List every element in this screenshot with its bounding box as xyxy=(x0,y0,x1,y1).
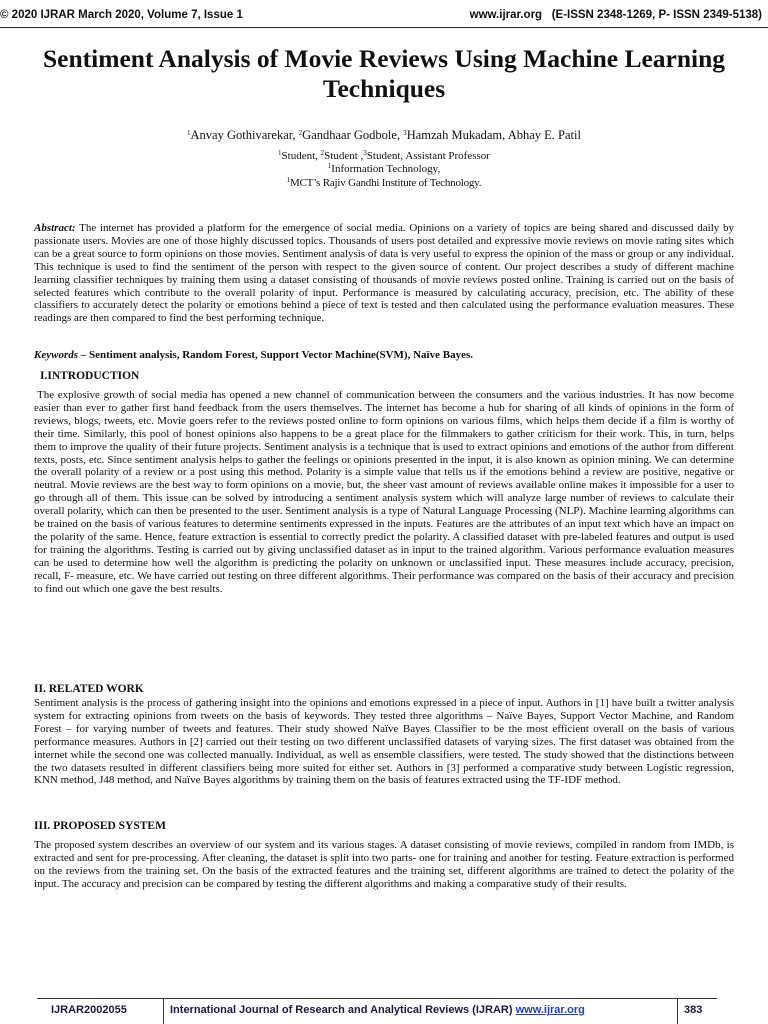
aff-sup-2: 2 xyxy=(320,149,325,157)
related-work-text: Sentiment analysis is the process of gathering insight into the opinions and emotions expressed in a piece of input. Authors in [1] have built a twitter analysis system for extracting opinions from tweets on the basis of keywords. They tested three algorithms – Naïve Bayes, Support Vector Machine, and Random Forest – for varying number of tweets and features. Their study showed Naïve Bayes Classifier to be the most efficient overall on the basis of various performance measures. Authors in [2] carried out their testing on two different unclassified datasets of varying sizes. The first dataset was obtained from the internet while the second one was collected manually. Individual, as well as ensemble classifiers, were tested. The study showed that the distinctions between the two datasets resulted in different classifiers being more suited for either set. Authors in [3] performed a comparative study between Logistic regression, KNN method, J48 method, and Naïve Bayes algorithms by training them on the basis of features extracted using the TF-IDF method. xyxy=(34,697,734,787)
affiliation-department xyxy=(0,163,768,176)
page-number: 383 xyxy=(684,1004,703,1016)
abstract-label: Abstract: xyxy=(34,222,76,234)
header-right xyxy=(470,9,762,21)
footer-journal xyxy=(170,1004,585,1016)
abstract xyxy=(34,222,734,325)
footer-separator xyxy=(163,998,164,1024)
aff-inst-text: MCT’s Rajiv Gandhi Institute of Technology. xyxy=(289,177,482,189)
header-divider xyxy=(0,27,768,28)
section-heading-proposed-system: III. PROPOSED SYSTEM xyxy=(34,820,166,832)
abstract-text: The internet has provided a platform for the emergence of social media. Opinions on a variety of topics are being shared and discussed daily by passionate users. Movies are one of those highly discussed topics. Thousands of users post detailed and expressive movie reviews on movie rating sites which can be a great source to form opinions on those movies. Sentiment analysis of data is very useful to express the opinion of the mass or group or any individual. This technique is used to find the sentiment of the person with respect to the given source of content. Our project describes a study of different machine learning classifier techniques by training them using a dataset consisting of thousands of movie reviews posted online. Training is carried out on the basis of selected features which contribute to the overall polarity of input. Performance is measured by calculating accuracy, precision, etc. The ability of these classifiers to accurately detect the polarity or emotions behind a piece of text is tested and then calculated using the performance evaluation measures. These readings are then compared to find the best performing technique. xyxy=(34,222,734,325)
keywords-text: – Sentiment analysis, Random Forest, Support Vector Machine(SVM), Naïve Bayes. xyxy=(78,349,473,361)
journal-name: International Journal of Research and Analytical Reviews (IJRAR) xyxy=(170,1004,516,1016)
author-sup-3: 3 xyxy=(403,129,407,137)
paper-code: IJRAR2002055 xyxy=(51,1004,127,1016)
aff-sup-1: 1 xyxy=(278,149,282,157)
author-1: Anvay Gothivarekar, xyxy=(190,128,299,142)
aff-role-2: Student , xyxy=(324,150,364,162)
author-list xyxy=(0,128,768,143)
author-2: Gandhaar Godbole, xyxy=(302,128,404,142)
aff-dept-text: Information Technology, xyxy=(331,163,441,175)
issn-info: (E-ISSN 2348-1269, P- ISSN 2349-5138) xyxy=(551,9,762,21)
footer-url-link[interactable]: www.ijrar.org xyxy=(515,1004,585,1016)
aff-sup-3: 3 xyxy=(363,149,367,157)
introduction-text: The explosive growth of social media has opened a new channel of communication between the consumers and the various industries. It has now become easier than ever to gather first hand feedback from the users themselves. The internet has become a hub for sharing of all kinds of opinions in the form of reviews, blogs, tweets, etc. Movie goers refer to the reviews posted online to form opinions on various films, which helps them decide if a film is worthy of their time. Similarly, this pool of honest opinions also happens to be a great place for the filmmakers to gather criticism for their work. This, in turn, helps them to improve the quality of their future projects. Sentiment analysis is a technique that is used to extract opinions and emotions of the author from different texts, posts, etc. Since sentiment analysis helps to gather the feelings or opinions presented in the input, it is also known as opinion mining. We can determine the overall polarity of a review or a post using this method. Polarity is a simple value that tells us if the emotions behind a review are positive, negative or neutral. Movie reviews are the best way to form opinions on a movie, but, the sheer vast amount of reviews available online makes it impossible for a user to go through all of them. This issue can be solved by introducing a sentiment analysis system which will analyze large number of reviews to calculate their overall polarity, which can then be presented to the user. Sentiment analysis is a type of Natural Language Processing (NLP). Machine learning algorithms can be trained on the basis of various features to determine sentiments expressed in the inputs. Features are the attributes of an input text which have an impact on the polarity of the same. Hence, feature extraction is essential to correctly predict the polarity. A classified dataset with pre-labeled features and output is used for training the algorithms. Testing is carried out by giving unclassified dataset as in input to the trained algorithm. Various performance evaluation measures can be used to determine how well the algorithm is predicting the polarity on unknown or unclassified input. These measures include accuracy, precision, recall, F- measure, etc. We have carried out testing on three different algorithms. Their performance was compared on the basis of their accuracy and precision to find out which one gave the best results. xyxy=(34,389,734,595)
author-3-4: Hamzah Mukadam, Abhay E. Patil xyxy=(406,128,581,142)
keywords xyxy=(34,349,734,362)
author-sup-1: 1 xyxy=(187,129,191,137)
page-footer xyxy=(37,998,717,1024)
page-header xyxy=(0,6,768,28)
journal-issue-info: © 2020 IJRAR March 2020, Volume 7, Issue 1 xyxy=(0,9,243,21)
affiliation-institute xyxy=(0,177,768,190)
footer-separator xyxy=(677,998,678,1024)
aff-role-1: Student, xyxy=(281,150,321,162)
affiliation-roles xyxy=(0,150,768,163)
paper-title: Sentiment Analysis of Movie Reviews Using Machine Learning Techniques xyxy=(42,44,726,103)
section-heading-introduction: I.INTRODUCTION xyxy=(40,370,140,382)
section-heading-related-work: II. RELATED WORK xyxy=(34,683,144,695)
proposed-system-text: The proposed system describes an overview of our system and its various stages. A dataset consisting of movie reviews, compiled in random from IMDb, is extracted and sent for pre-processing. After cleaning, the dataset is split into two parts- one for training and another for testing. Feature extraction is performed on the reviews from the training set. On the basis of the extracted features and the training set, different algorithms are trained to detect the polarity of the input. The accuracy and precision can be compared by testing the different algorithms and making a comparative study of their results. xyxy=(34,839,734,890)
aff-dept-sup: 1 xyxy=(327,162,332,170)
aff-role-3: Student, Assistant Professor xyxy=(366,150,490,162)
aff-inst-sup: 1 xyxy=(286,176,290,184)
footer-divider xyxy=(37,998,717,999)
author-sup-2: 2 xyxy=(298,129,303,137)
keywords-label: Keywords xyxy=(34,349,78,361)
header-url-link[interactable]: www.ijrar.org xyxy=(469,9,543,21)
